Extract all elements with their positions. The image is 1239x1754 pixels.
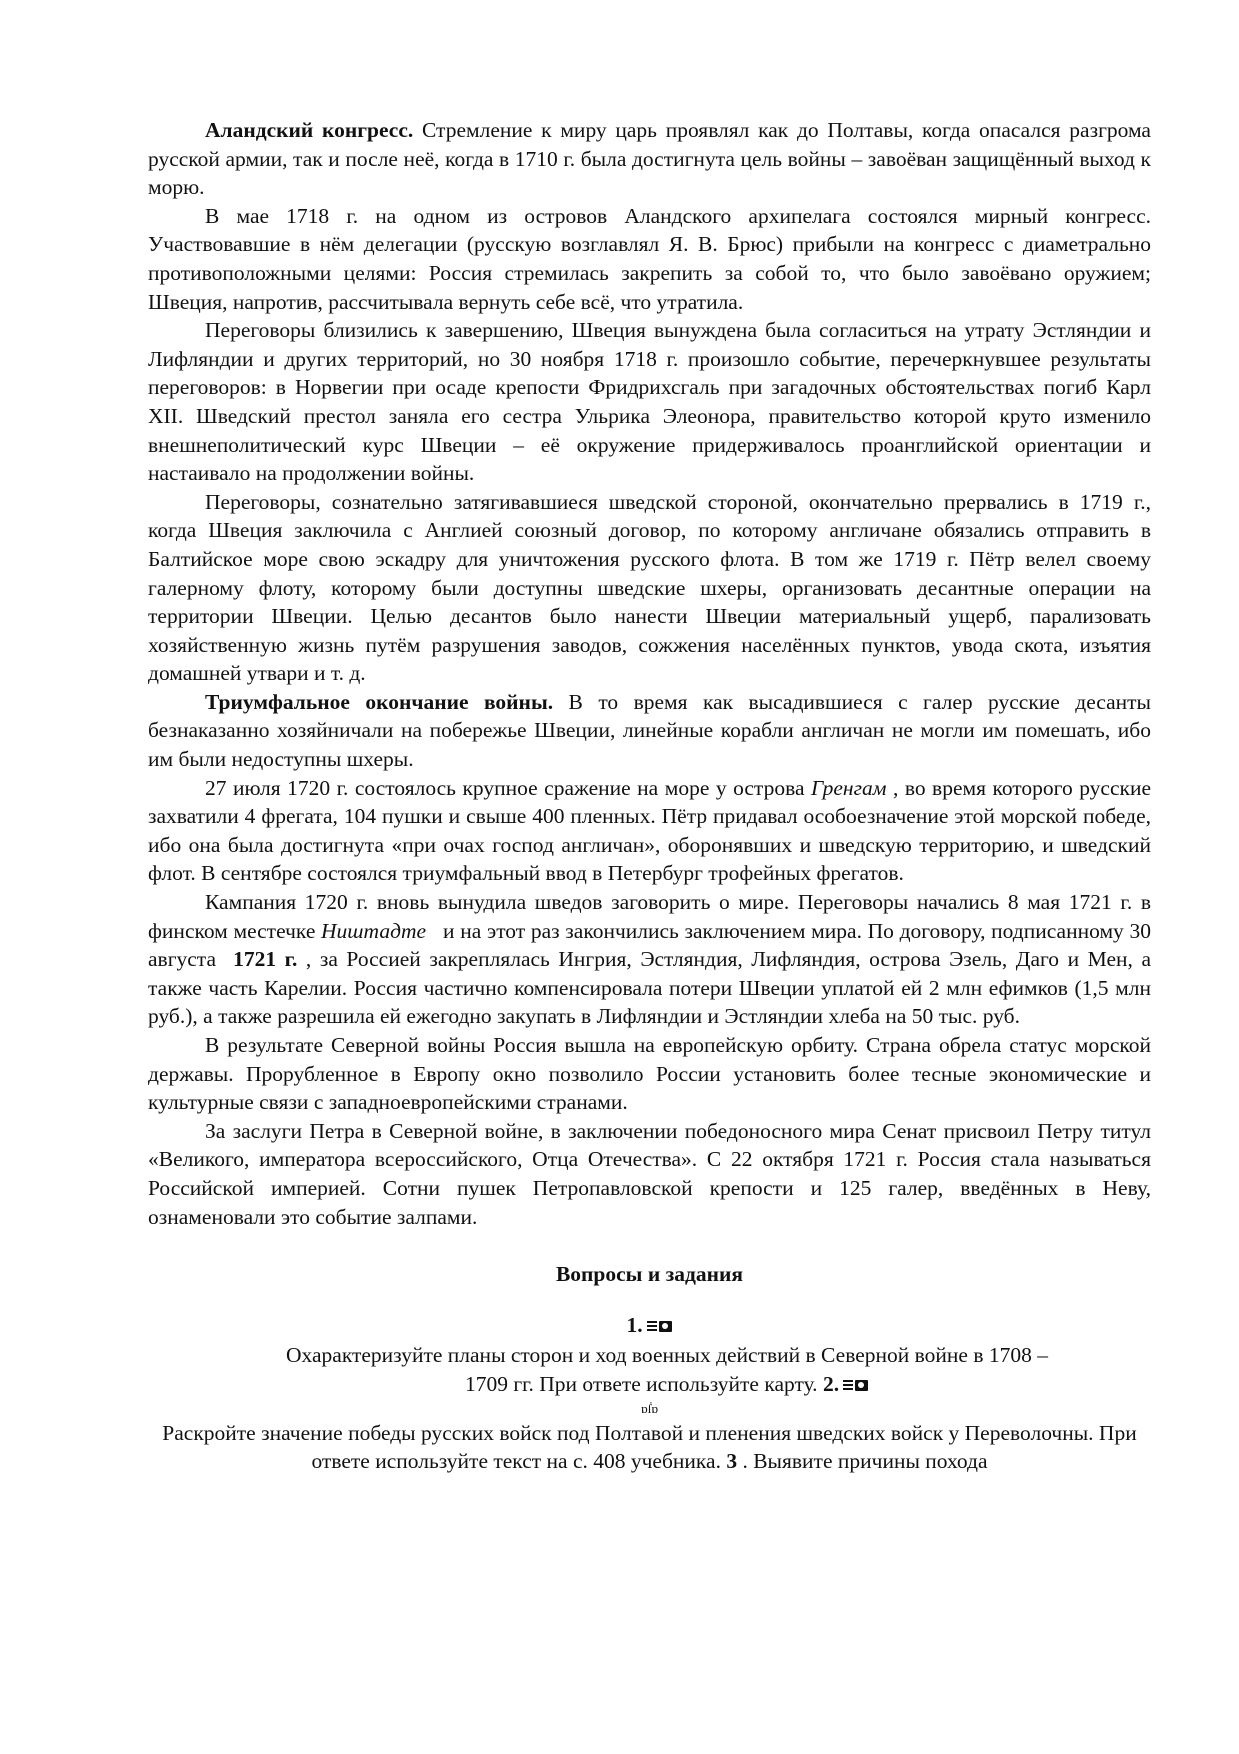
- paragraph-results: В результате Северной войны Россия вышла на европейскую орбиту. Страна обрела статус морской державы. Прорубленное в Европу окно позволило России установить более тесные экономические и культурные связи с западноевропейскими странами.: [148, 1033, 1151, 1115]
- question-text: Раскройте значение победы русских войск под Полтавой и пленения шведских войск у Переволочны. При ответе используйте текст на с. 408 учебника.: [162, 1420, 1137, 1474]
- year-1721: 1721 г.: [233, 947, 298, 972]
- place-grengam: Гренгам: [811, 775, 887, 800]
- paragraph-text: Стремление к миру царь проявлял как до Полтавы, когда опасался разгрома русской армии, так и после неё, когда в 1710 г. была достигнута цель войны – завоёван защищённый выход к морю.: [148, 118, 1151, 200]
- question-1-text: [148, 1341, 1151, 1398]
- paragraph-negotiations: Переговоры близились к завершению, Швеция вынуждена была согласиться на утрату Эстляндии и Лифляндии и других территорий, но 30 ноября 1718 г. произошло событие, перечеркнувшее результаты переговоров: в Норвегии при осаде крепости Фридрихсгаль при загадочных обстоятельствах погиб Карл XII. Шведский престол заняла его сестра Ульрика Элеонора, правительство которой круто изменило внешнеполитический курс Швеции – её окружение придерживалось проанглийской ориентации и настаивало на продолжении войны.: [148, 318, 1151, 486]
- question-2-text: [148, 1419, 1151, 1476]
- paragraph-text: В то время как высадившиеся с галер русские десанты безнаказанно хозяйничали на побережье Швеции, линейные корабли англичан не могли им помешать, ибо им были недоступны шхеры.: [148, 689, 1151, 772]
- text-segment: , во время которого русские захватили 4 фрегата, 104 пушки и свыше 400 пленных. Пётр придавал особоезначение этой морской победе, ибо она была достигнута «при очах господ англичан», оборонявших и шведскую территорию, и шведский флот. В сентябре состоялся триумфальный ввод в Петербург трофейных фрегатов.: [148, 775, 1151, 886]
- place-nystad: Ништадте: [321, 918, 427, 943]
- paragraph-nystad: [148, 888, 1157, 1031]
- paragraph-1719: Переговоры, сознательно затягивавшиеся шведской стороной, окончательно прервались в 1719 г., когда Швеция заключила с Англией союзный договор, по которому англичане обязались отправить в Балтийское море свою эскадру для уничтожения русского флота. В том же 1719 г. Пётр велел своему галерному флоту, которому были доступны шведские шхеры, организовать десантные операции на территории Швеции. Целью десантов было нанести Швеции материальный ущерб, парализовать хозяйственную жизнь путём разрушения заводов, сожжения населённых пунктов, увода скота, изъятия домашней утвари и т. д.: [148, 489, 1151, 686]
- question-1-number: [148, 1311, 1151, 1340]
- section-title-triumph: Триумфальное окончание войны.: [205, 689, 554, 714]
- question-text-line: 1709 гг. При ответе используйте карту.: [464, 1371, 823, 1396]
- section-title-aland: Аландский конгресс.: [205, 118, 414, 142]
- text-segment: Кампания 1720 г. вновь вынудила шведов заговорить о мире. Переговоры начались 8 мая 1721 г. в финском местечке: [148, 890, 1151, 943]
- text-segment: 27 июля 1720 г. состоялось крупное сражение на море у острова: [205, 775, 811, 800]
- document-page: [148, 116, 1157, 1476]
- question-text: . Выявите причины похода: [737, 1449, 988, 1474]
- question-2-glyph: ɒẛɒ: [640, 1400, 659, 1416]
- question-number: 1.: [626, 1312, 643, 1337]
- paragraph-grengam: [148, 774, 1151, 888]
- text-segment: , за Россией закреплялась Ингрия, Эстляндия, Лифляндия, острова Эзель, Даго и Мен, а также часть Карелии. Россия частично компенсировала потери Швеции уплатой ей 2 млн ефимков (1,5 млн руб.), а также разрешила ей ежегодно закупать в Лифляндии и Эстляндии хлеба на 50 тыс. руб.: [148, 947, 1151, 1029]
- question-3-number: 3: [726, 1449, 738, 1474]
- paragraph-title-emperor: За заслуги Петра в Северной войне, в заключении победоносного мира Сенат присвоил Петру титул «Великого, императора всероссийского, Отца Отечества». С 22 октября 1721 г. Россия стала называться Российской империей. Сотни пушек Петропавловской крепости и 125 галер, введённых в Неву, ознаменовали это событие залпами.: [148, 1118, 1151, 1229]
- text-segment: и на этот раз закончились заключением мира. По договору, подписанному 30 августа: [148, 918, 1157, 972]
- paragraph-aland-congress: [148, 116, 1151, 202]
- paragraph-triumphant-end: [148, 688, 1151, 774]
- text-camera-icon: [647, 1319, 673, 1335]
- questions-heading: Вопросы и задания: [555, 1262, 744, 1287]
- text-camera-icon: [843, 1378, 869, 1394]
- question-2-number: 2.: [822, 1371, 840, 1396]
- paragraph-may-1718: В мае 1718 г. на одном из островов Аландского архипелага состоялся мирный конгресс. Участвовавшие в нём делегации (русскую возглавлял Я. В. Брюс) прибыли на конгресс с диаметрально противоположными целями: Россия стремилась закрепить за собой то, что было завоёвано оружием; Швеция, напротив, рассчитывала вернуть себе всё, что утратила.: [148, 203, 1151, 314]
- question-text-line: Охарактеризуйте планы сторон и ход военных действий в Северной войне в 1708 –: [285, 1343, 1048, 1368]
